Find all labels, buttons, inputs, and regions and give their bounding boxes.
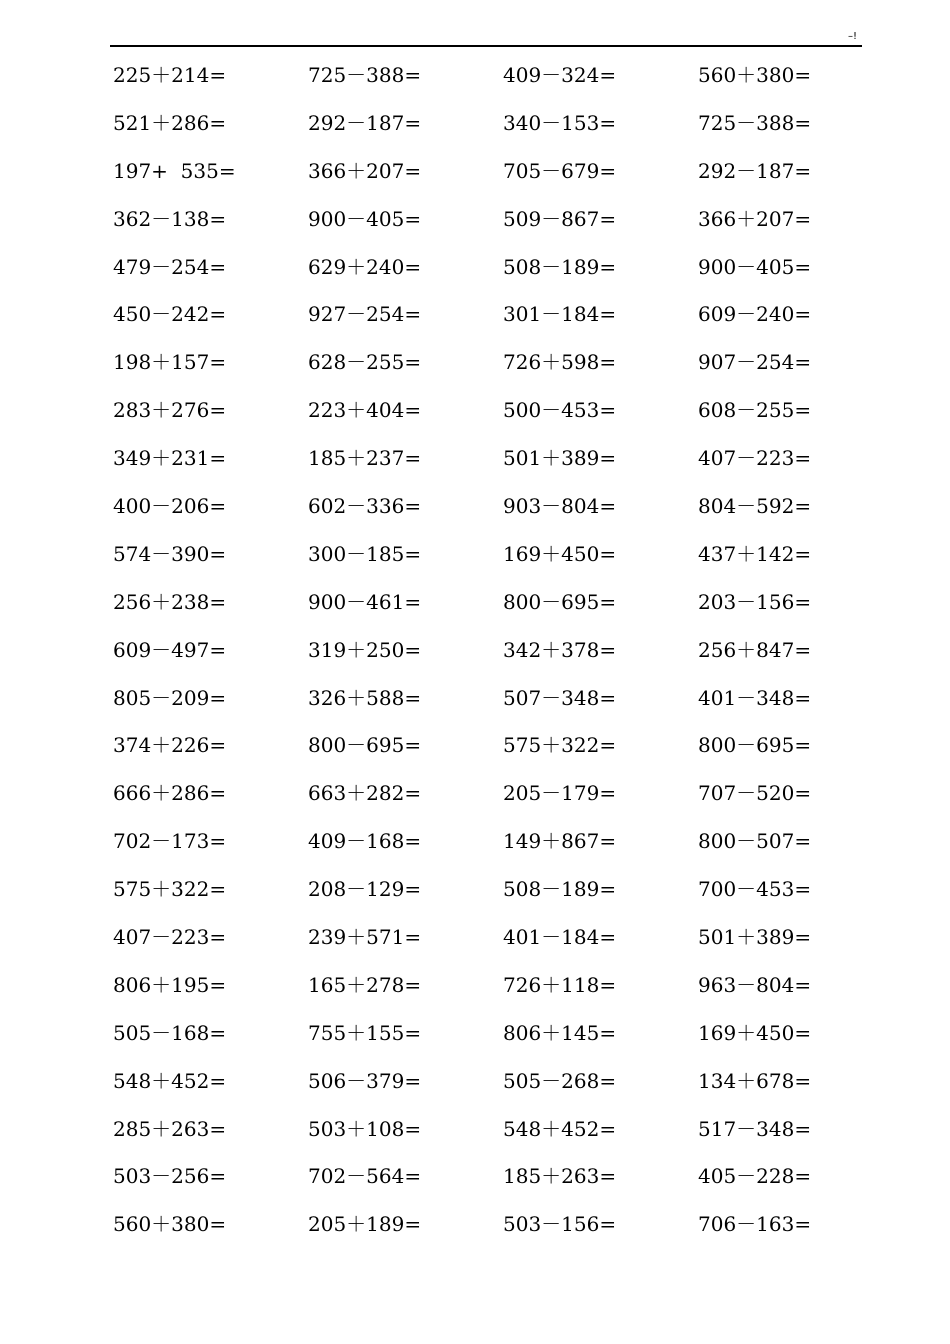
arithmetic-problem: 725－388= (698, 110, 812, 135)
arithmetic-problem: 205＋189= (308, 1212, 422, 1237)
arithmetic-problem: 800－695= (308, 733, 422, 758)
arithmetic-problem: 349＋231= (113, 446, 227, 471)
arithmetic-problem: 521＋286= (113, 110, 227, 135)
arithmetic-problem: 169＋450= (503, 541, 617, 566)
arithmetic-problem: 903－804= (503, 494, 617, 519)
arithmetic-problem: 548＋452= (113, 1068, 227, 1093)
arithmetic-problem: 366＋207= (698, 206, 812, 231)
arithmetic-problem: 804－592= (698, 494, 812, 519)
arithmetic-problem: 506－379= (308, 1068, 422, 1093)
arithmetic-problem: 169＋450= (698, 1020, 812, 1045)
arithmetic-problem: 292－187= (698, 158, 812, 183)
arithmetic-problem: 628－255= (308, 350, 422, 375)
arithmetic-problem: 505－268= (503, 1068, 617, 1093)
arithmetic-problem: 292－187= (308, 110, 422, 135)
header-mark: –! (848, 31, 858, 42)
arithmetic-problem: 806＋145= (503, 1020, 617, 1045)
arithmetic-problem: 500－453= (503, 398, 617, 423)
arithmetic-problem: 479－254= (113, 254, 227, 279)
arithmetic-problem: 560＋380= (698, 63, 812, 87)
arithmetic-problem: 149＋867= (503, 829, 617, 854)
arithmetic-problem: 800－695= (503, 589, 617, 614)
arithmetic-problem: 503－156= (503, 1212, 617, 1237)
arithmetic-problem: 185＋237= (308, 446, 422, 471)
arithmetic-problem: 197+ 535= (113, 158, 236, 183)
arithmetic-problem: 501＋389= (698, 925, 812, 950)
arithmetic-problem: 400－206= (113, 494, 227, 519)
arithmetic-problem: 223＋404= (308, 398, 422, 423)
arithmetic-worksheet (113, 61, 893, 1258)
arithmetic-problem: 319＋250= (308, 637, 422, 662)
arithmetic-problem: 501＋389= (503, 446, 617, 471)
header-rule (110, 45, 862, 47)
arithmetic-problem: 755＋155= (308, 1020, 422, 1045)
arithmetic-problem: 800－695= (698, 733, 812, 758)
arithmetic-problem: 602－336= (308, 494, 422, 519)
arithmetic-problem: 503＋108= (308, 1116, 422, 1141)
arithmetic-problem: 800－507= (698, 829, 812, 854)
arithmetic-problem: 185＋263= (503, 1164, 617, 1189)
arithmetic-problem: 198＋157= (113, 350, 227, 375)
arithmetic-problem: 508－189= (503, 877, 617, 902)
arithmetic-problem: 340－153= (503, 110, 617, 135)
arithmetic-problem: 900－405= (308, 206, 422, 231)
arithmetic-problem: 509－867= (503, 206, 617, 231)
arithmetic-problem: 726＋118= (503, 972, 617, 997)
arithmetic-problem: 805－209= (113, 685, 227, 710)
arithmetic-problem: 560＋380= (113, 1212, 227, 1237)
arithmetic-problem: 450－242= (113, 302, 227, 327)
arithmetic-problem: 575＋322= (503, 733, 617, 758)
arithmetic-problem: 508－189= (503, 254, 617, 279)
arithmetic-problem: 300－185= (308, 541, 422, 566)
arithmetic-problem: 900－461= (308, 589, 422, 614)
arithmetic-problem: 548＋452= (503, 1116, 617, 1141)
arithmetic-problem: 225＋214= (113, 63, 227, 87)
arithmetic-problem: 806＋195= (113, 972, 227, 997)
arithmetic-problem: 503－256= (113, 1164, 227, 1189)
arithmetic-problem: 575＋322= (113, 877, 227, 902)
arithmetic-problem: 437＋142= (698, 541, 812, 566)
arithmetic-problem: 374＋226= (113, 733, 227, 758)
arithmetic-problem: 301－184= (503, 302, 617, 327)
arithmetic-problem: 285＋263= (113, 1116, 227, 1141)
arithmetic-problem: 963－804= (698, 972, 812, 997)
arithmetic-problem: 342＋378= (503, 637, 617, 662)
arithmetic-problem: 663＋282= (308, 781, 422, 806)
arithmetic-problem: 702－173= (113, 829, 227, 854)
arithmetic-problem: 706－163= (698, 1212, 812, 1237)
arithmetic-problem: 362－138= (113, 206, 227, 231)
arithmetic-problem: 517－348= (698, 1116, 812, 1141)
arithmetic-problem: 401－348= (698, 685, 812, 710)
arithmetic-problem: 609－240= (698, 302, 812, 327)
arithmetic-problem: 256＋847= (698, 637, 812, 662)
arithmetic-problem: 326＋588= (308, 685, 422, 710)
arithmetic-problem: 725－388= (308, 63, 422, 87)
arithmetic-problem: 700－453= (698, 877, 812, 902)
arithmetic-problem: 409－324= (503, 63, 617, 87)
arithmetic-problem: 927－254= (308, 302, 422, 327)
arithmetic-problem: 705－679= (503, 158, 617, 183)
arithmetic-problem: 707－520= (698, 781, 812, 806)
arithmetic-problem: 165＋278= (308, 972, 422, 997)
arithmetic-problem: 629＋240= (308, 254, 422, 279)
arithmetic-problem: 239＋571= (308, 925, 422, 950)
arithmetic-problem: 726＋598= (503, 350, 617, 375)
arithmetic-problem: 407－223= (698, 446, 812, 471)
arithmetic-problem: 407－223= (113, 925, 227, 950)
arithmetic-problem: 203－156= (698, 589, 812, 614)
arithmetic-problem: 256＋238= (113, 589, 227, 614)
arithmetic-problem: 507－348= (503, 685, 617, 710)
arithmetic-problem: 574－390= (113, 541, 227, 566)
arithmetic-problem: 702－564= (308, 1164, 422, 1189)
arithmetic-problem: 900－405= (698, 254, 812, 279)
arithmetic-problem: 609－497= (113, 637, 227, 662)
arithmetic-problem: 666＋286= (113, 781, 227, 806)
arithmetic-problem: 205－179= (503, 781, 617, 806)
arithmetic-problem: 283＋276= (113, 398, 227, 423)
arithmetic-problem: 401－184= (503, 925, 617, 950)
arithmetic-problem: 208－129= (308, 877, 422, 902)
arithmetic-problem: 505－168= (113, 1020, 227, 1045)
arithmetic-problem: 907－254= (698, 350, 812, 375)
arithmetic-problem: 405－228= (698, 1164, 812, 1189)
arithmetic-problem: 608－255= (698, 398, 812, 423)
arithmetic-problem: 409－168= (308, 829, 422, 854)
arithmetic-problem: 366＋207= (308, 158, 422, 183)
arithmetic-problem: 134＋678= (698, 1068, 812, 1093)
